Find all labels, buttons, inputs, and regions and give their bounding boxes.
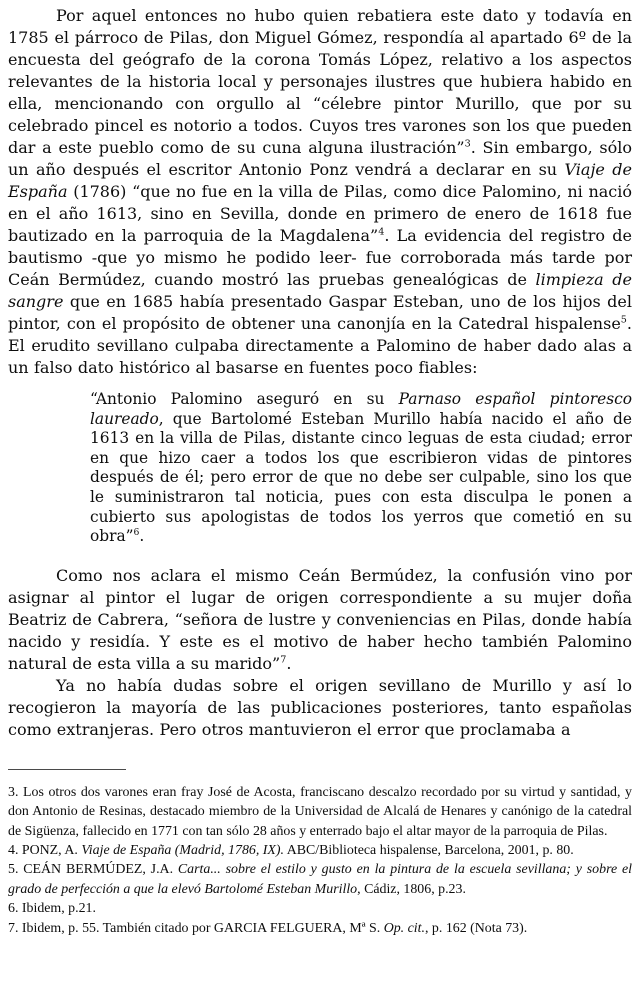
blockquote-cean-bermudez: “Antonio Palomino aseguró en su Parnaso español pintoresco laureado, que Bartolomé Esteban Murillo había nacido el año de 1613 en la villa de Pilas, distante cinco leguas de esta ciudad; error en que hizo caer a todos los que escribieron vidas de pintores después de él; pero error de que no debe ser culpable, sino los que le suministraron tal noticia, pues con esta disculpa le ponen a cubierto sus apologistas de todos los yerros que cometió en su obra”$^6$. bbox=[90, 390, 632, 546]
main-text-block bbox=[8, 5, 632, 741]
footnote-3: 3. Los otros dos varones eran fray José de Acosta, franciscano descalzo recordado por su virtud y santidad, y don Antonio de Resinas, destacado miembro de la Universidad de Alcalá de Henares y canónigo de la catedral de Sigüenza, fallecido en 1771 con tan sólo 28 años y enterrado bajo el altar mayor de la parroquia de Pilas. bbox=[8, 784, 632, 839]
paragraph-sevillian-origin: Ya no había dudas sobre el origen sevillano de Murillo y así lo recogieron la mayoría de las publicaciones posteriores, tanto españolas como extranjeras. Pero otros mantuvieron el error que proclamaba a bbox=[8, 675, 632, 739]
footnote-7: 7. Ibidem, p. 55. También citado por GARCIA FELGUERA, Mª S. Op. cit., p. 162 (Nota 73). bbox=[8, 920, 528, 936]
paragraph-confusion-explanation: Como nos aclara el mismo Ceán Bermúdez, la confusión vino por asignar al pintor el lugar de origen correspondiente a su mujer doña Beatriz de Cabrera, “señora de lustre y conveniencias en Pilas, donde había nacido y residía. Y este es el motivo de haber hecho también Palomino natural de esta villa a su marido”$^7$. bbox=[8, 565, 632, 673]
paragraph-murillo-origin: Por aquel entonces no hubo quien rebatiera este dato y todavía en 1785 el párroco de Pilas, don Miguel Gómez, respondía al apartado 6º de la encuesta del geógrafo de la corona Tomás López, relativo a los aspectos relevantes de la historia local y personajes ilustres que hubiera habido en ella, mencionando con orgullo al “célebre pintor Murillo, que por su celebrado pincel es notorio a todos. Cuyos tres varones son los que pueden dar a este pueblo como de su cuna alguna ilustración”$^3$. Sin embargo, sólo un año después el escritor Antonio Ponz vendrá a declarar en su Viaje de España (1786) “que no fue en la villa de Pilas, como dice Palomino, ni nació en el año 1613, sino en Sevilla, donde en primero de enero de 1618 fue bautizado en la parroquia de la Magdalena”$^4$. La evidencia del registro de bautismo -que yo mismo he podido leer- fue corroborada más tarde por Ceán Bermúdez, cuando mostró las pruebas genealógicas de limpieza de sangre que en 1685 había presentado Gaspar Esteban, uno de los hijos del pintor, con el propósito de obtener una canonjía en la Catedral hispalense$^5$. El erudito sevillano culpaba directamente a Palomino de haber dado alas a un falso dato histórico al basarse en fuentes poco fiables: bbox=[8, 6, 633, 377]
footnote-separator-rule bbox=[8, 769, 126, 770]
footnote-4: 4. PONZ, A. Viaje de España (Madrid, 1786, IX). ABC/Biblioteca hispalense, Barcelona, 2001, p. 80. bbox=[8, 842, 574, 858]
footnote-6: 6. Ibidem, p.21. bbox=[8, 901, 96, 917]
footnote-5: 5. CEÁN BERMÚDEZ, J.A. Carta... sobre el estilo y gusto en la pintura de la escuela sevillana; y sobre el grado de perfección a que la elevó Bartolomé Esteban Murillo, Cádiz, 1806, p.23. bbox=[8, 862, 632, 897]
footnotes-block bbox=[8, 783, 632, 938]
